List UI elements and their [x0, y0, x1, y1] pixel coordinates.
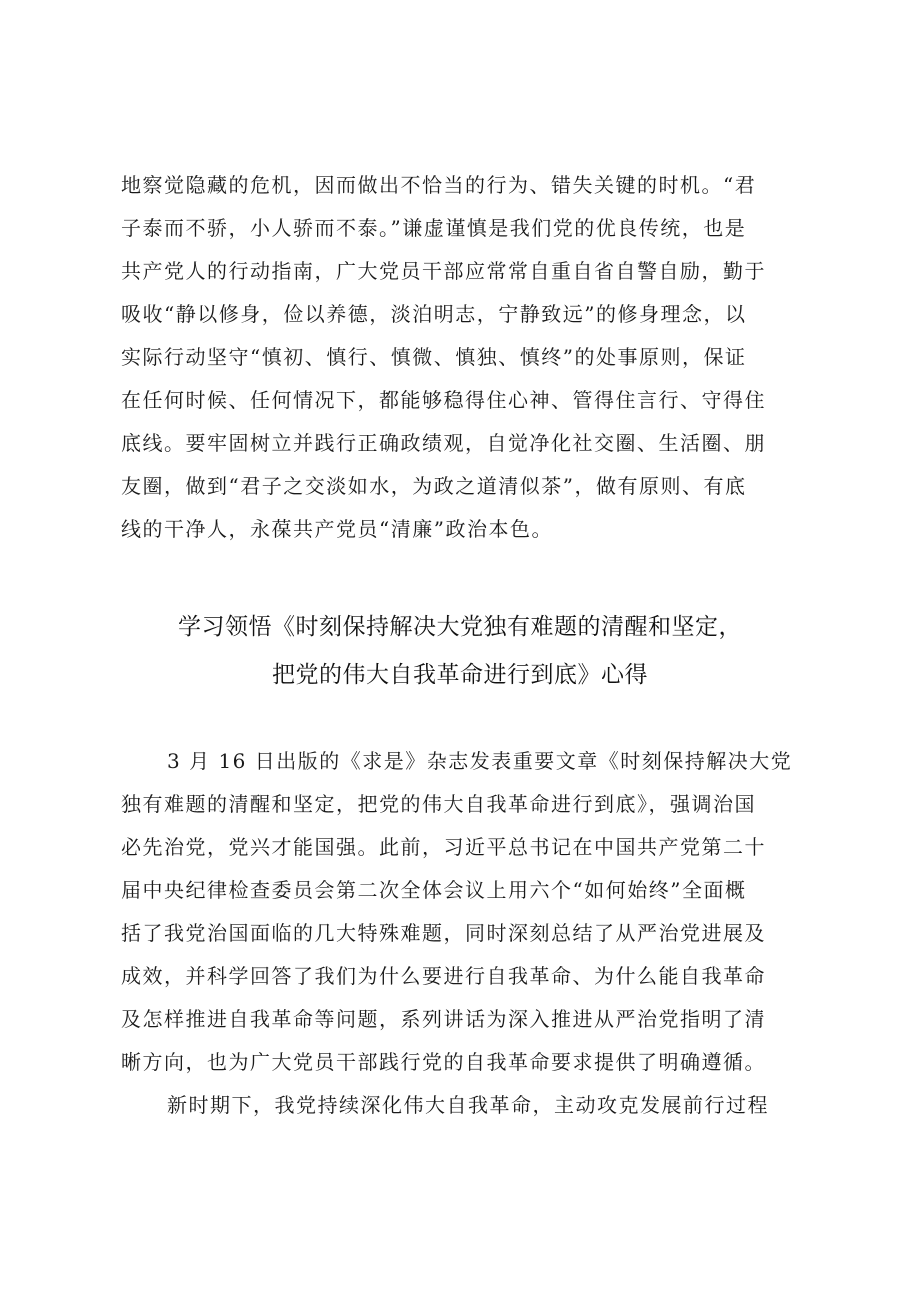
- continuation-paragraph: [121, 164, 811, 551]
- text-line: 必先治党，党兴才能国强。此前，习近平总书记在中国共产党第二十: [121, 835, 766, 859]
- text-line: 友圈，做到“君子之交淡如水，为政之道清似茶”，做有原则、有底: [121, 474, 747, 498]
- text-line: 新时期下，我党持续深化伟大自我革命，主动攻克发展前行过程: [167, 1093, 769, 1117]
- text-line: 括了我党治国面临的几大特殊难题，同时深刻总结了从严治党进展及: [121, 921, 766, 945]
- text-line: 实际行动坚守“慎初、慎行、慎微、慎独、慎终”的处事原则，保证: [121, 345, 747, 369]
- text-line: 成效，并科学回答了我们为什么要进行自我革命、为什么能自我革命: [121, 964, 766, 988]
- text-line: 共产党人的行动指南，广大党员干部应常常自重自省自警自励，勤于: [121, 259, 766, 283]
- text-line: 地察觉隐藏的危机，因而做出不恰当的行为、错失关键的时机。“君: [121, 173, 757, 197]
- text-line: 独有难题的清醒和坚定，把党的伟大自我革命进行到底》，强调治国: [121, 792, 756, 816]
- title-line: 学习领悟《时刻保持解决大党独有难题的清醒和坚定，: [178, 614, 742, 640]
- text-line: 届中央纪律检查委员会第二次全体会议上用六个“如何始终”全面概: [121, 878, 747, 902]
- text-line: 3 月 16 日出版的《求是》杂志发表重要文章《时刻保持解决大党: [167, 749, 793, 773]
- text-line: 吸收“静以修身，俭以养德，淡泊明志，宁静致远”的修身理念，以: [121, 302, 747, 326]
- article-title: [0, 603, 920, 699]
- text-line: 在任何时候、任何情况下，都能够稳得住心神、管得住言行、守得住: [121, 388, 766, 412]
- text-line: 子泰而不骄，小人骄而不泰。”谦虚谨慎是我们党的优良传统，也是: [121, 216, 747, 240]
- text-line: 底线。要牢固树立并践行正确政绩观，自觉净化社交圈、生活圈、朋: [121, 431, 766, 455]
- article-body: [121, 740, 811, 1127]
- text-line: 及怎样推进自我革命等问题，系列讲话为深入推进从严治党指明了清: [121, 1007, 766, 1031]
- title-line: 把党的伟大自我革命进行到底》心得: [272, 662, 648, 688]
- text-line: 晰方向，也为广大党员干部践行党的自我革命要求提供了明确遵循。: [121, 1050, 766, 1074]
- text-line: 线的干净人，永葆共产党员“清廉”政治本色。: [121, 517, 553, 541]
